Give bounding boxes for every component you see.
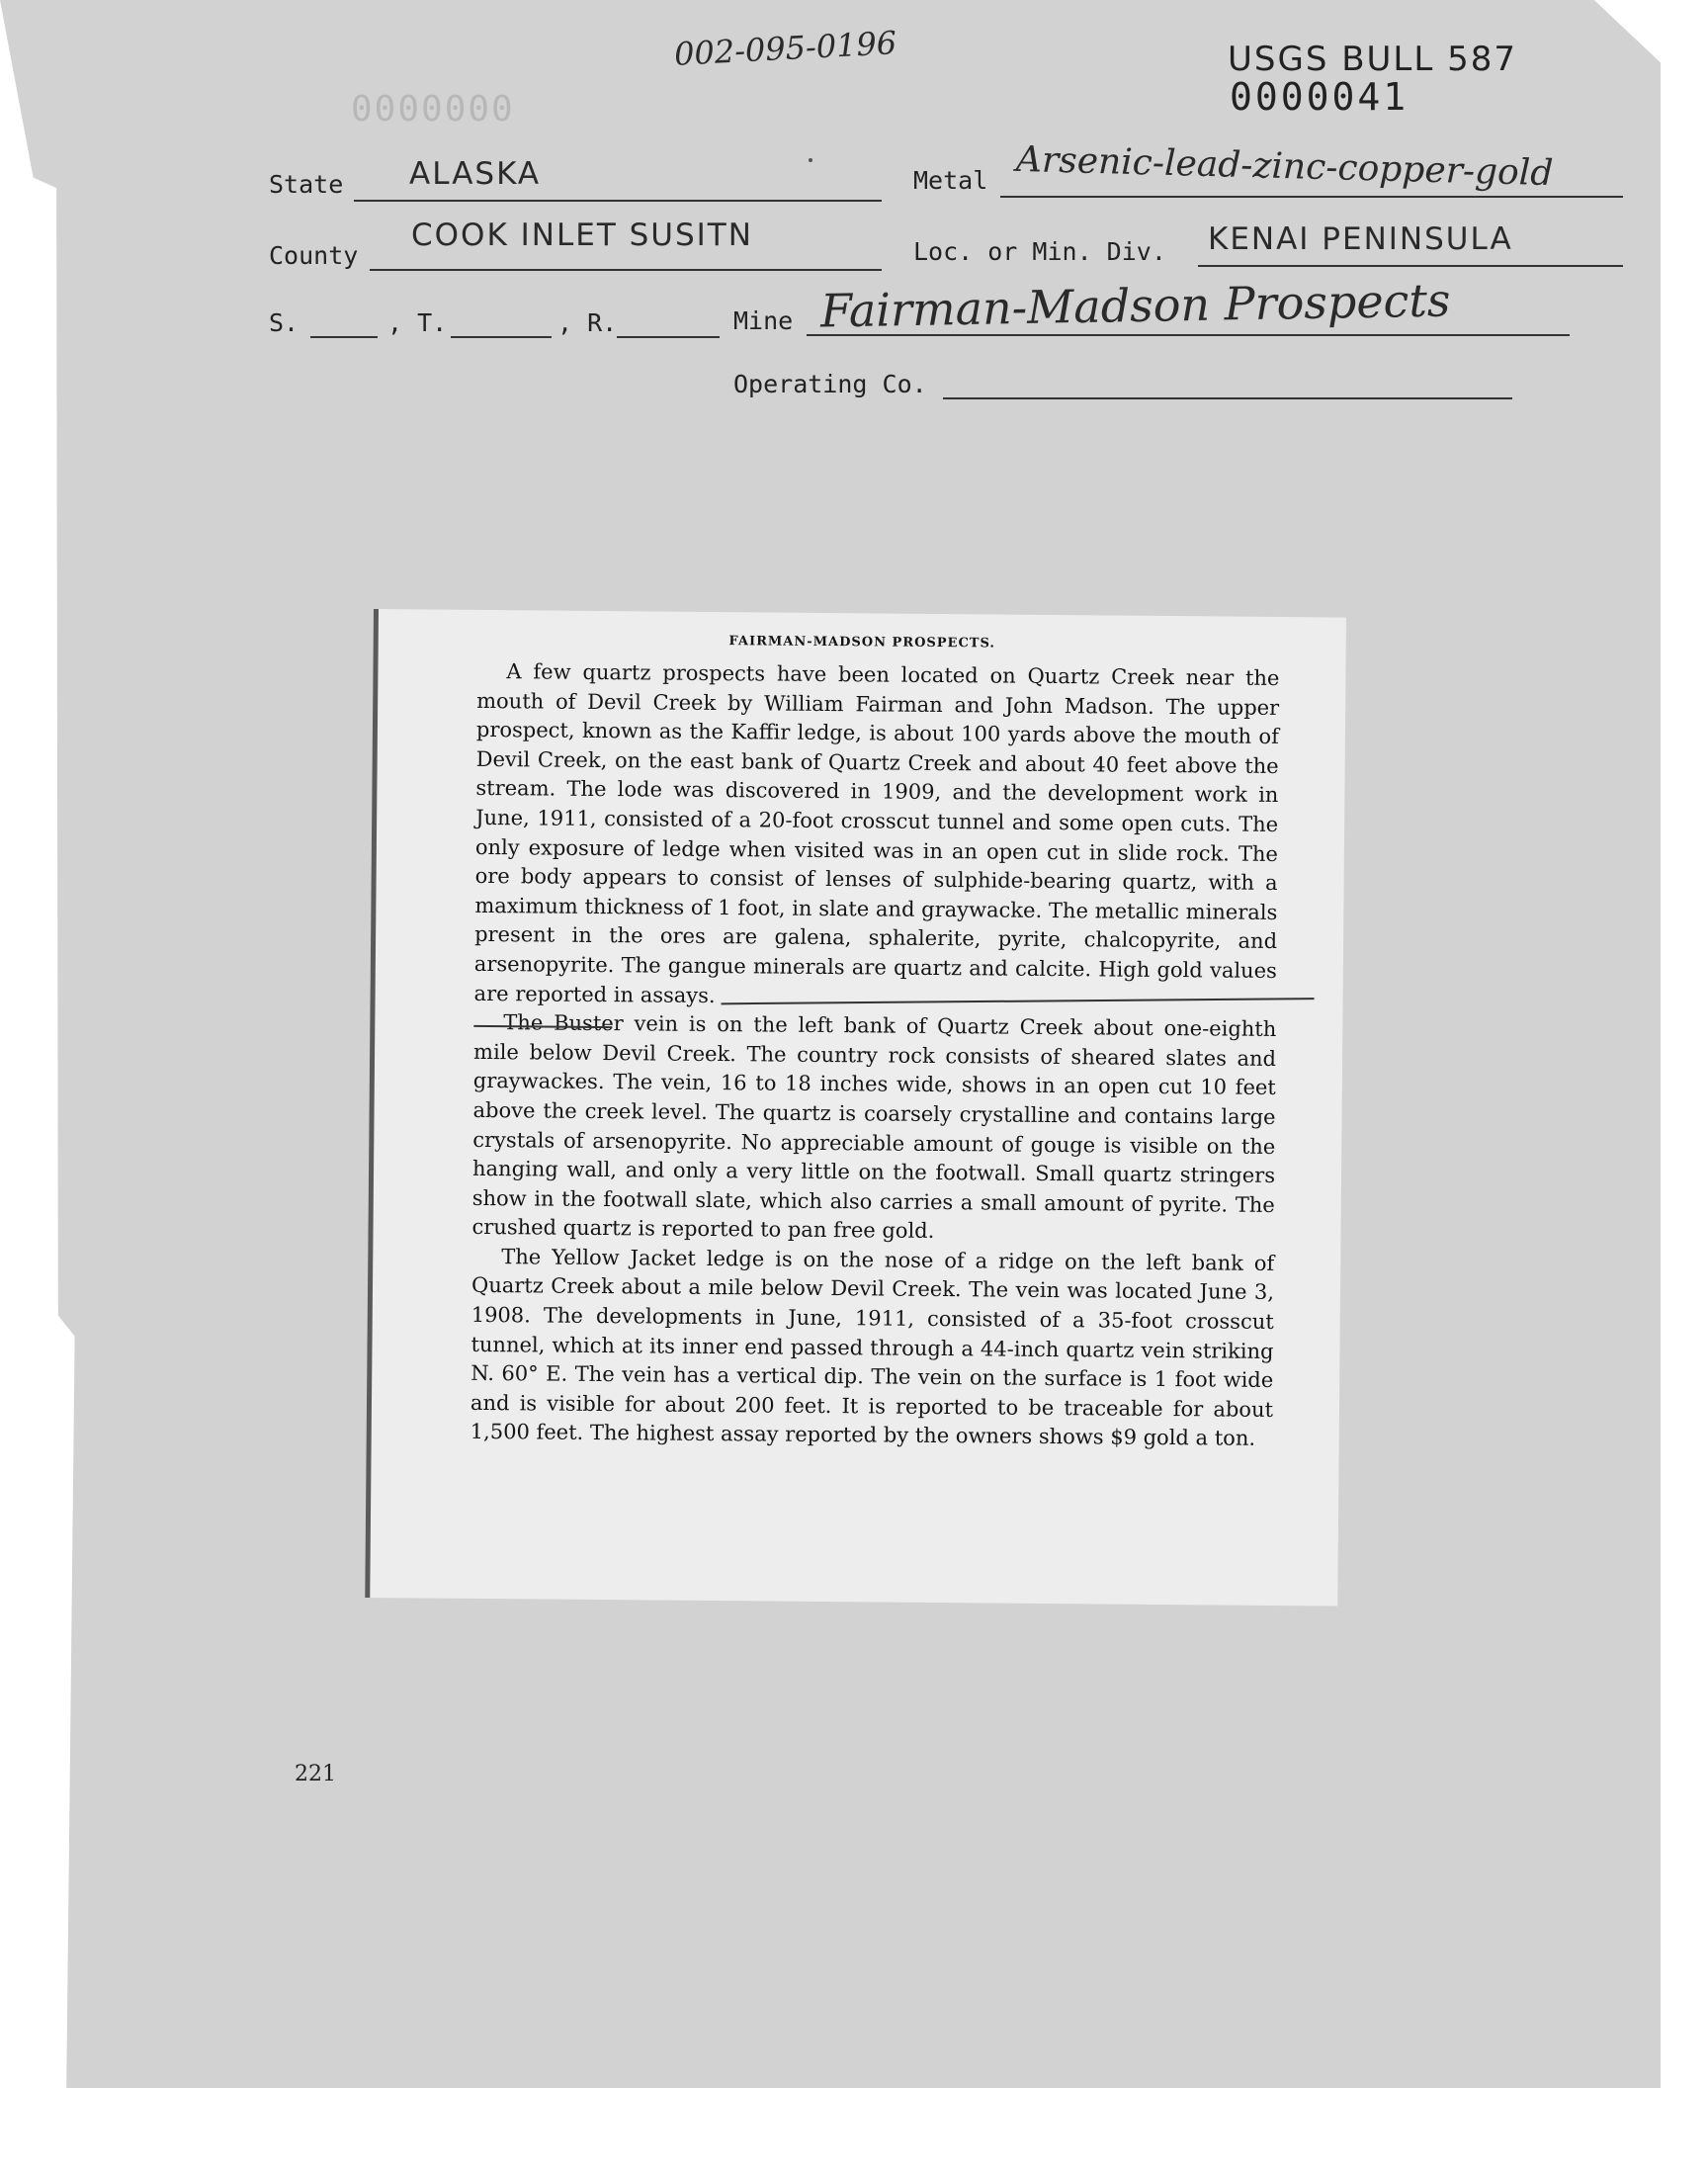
range-label: , R. [557, 308, 618, 337]
page-number: 221 [295, 1762, 336, 1786]
paragraph-kaffir-ledge: A few quartz prospects have been located on Quartz Creek near the mouth of Devil Creek by William Fairman and John Madson. The upper prospect, known as the Kaffir ledge, is about 100 yards above the mouth of Devil Creek, on the east bank of Quartz Creek and about 40 feet above the stream. The lode was discovered in 1909, and the development work in June, 1911, consisted of a 20-foot crosscut tunnel and some open cuts. The only exposure of ledge when visited was in an open cut in slide rock. The ore body appears to consist of lenses of sulphide-bearing quartz, with a maximum thickness of 1 foot, in slate and graywacke. The metallic minerals present in the ores are galena, sphalerite, pyrite, chalcopyrite, and arsenopyrite. The gangue minerals are quartz and calcite. High gold values are reported in assays. [473, 659, 1280, 1007]
clipping-body [470, 657, 1280, 1454]
faded-stamp-number: 0000000 [351, 89, 515, 130]
state-value: ALASKA [409, 156, 542, 192]
county-label: County [269, 241, 359, 270]
range-line [617, 336, 720, 338]
mine-value: Fairman-Madson Prospects [819, 273, 1451, 338]
bulletin-clipping [365, 609, 1346, 1607]
township-line [451, 336, 552, 338]
county-line [370, 269, 882, 271]
paragraph-buster-vein: The Buster vein is on the left bank of Quartz Creek about one-eighth mile below Devil Creek. The country rock consists of sheared slates and graywackes. The vein, 16 to 18 inches wide, shows in an open cut 10 feet above the creek level. The quartz is coarsely crystalline and contains large crystals of arsenopyrite. No appreciable amount of gouge is visible on the hanging wall, and only a very little on the footwall. Small quartz stringers show in the footwall slate, which also carries a small amount of pyrite. The crushed quartz is reported to pan free gold. [471, 1010, 1277, 1244]
pen-mark [809, 158, 812, 162]
operating-company-label: Operating Co. [733, 370, 927, 398]
metal-line [1000, 196, 1623, 198]
record-number: 0000041 [1230, 75, 1409, 119]
location-label: Loc. or Min. Div. [913, 237, 1166, 266]
metal-label: Metal [913, 166, 988, 195]
location-line [1198, 265, 1623, 267]
state-line [354, 200, 882, 202]
clipping-title: FAIRMAN-MADSON PROSPECTS. [728, 634, 996, 652]
state-label: State [269, 170, 344, 199]
county-value: COOK INLET SUSITN [411, 218, 753, 253]
handwritten-doc-number: 002-095-0196 [673, 24, 898, 73]
location-value: KENAI PENINSULA [1208, 221, 1513, 257]
section-line [310, 336, 378, 338]
section-label: S. [269, 308, 299, 337]
township-label: , T. [387, 308, 448, 337]
metal-value: Arsenic-lead-zinc-copper-gold [1015, 138, 1554, 195]
mine-label: Mine [733, 306, 794, 335]
operating-company-line [943, 397, 1512, 399]
paragraph-yellow-jacket: The Yellow Jacket ledge is on the nose of a ridge on the left bank of Quartz Creek about a mile below Devil Creek. The vein was located June 3, 1908. The developments in June, 1911, consisted of a 35-foot crosscut tunnel, which at its inner end passed through a 44-inch quartz vein striking N. 60° E. The vein has a vertical dip. The vein on the surface is 1 foot wide and is visible for about 200 feet. It is reported to be traceable for about 1,500 feet. The highest assay reported by the owners shows $9 gold a ton. [470, 1245, 1275, 1451]
series-reference: USGS BULL 587 [1228, 40, 1518, 79]
